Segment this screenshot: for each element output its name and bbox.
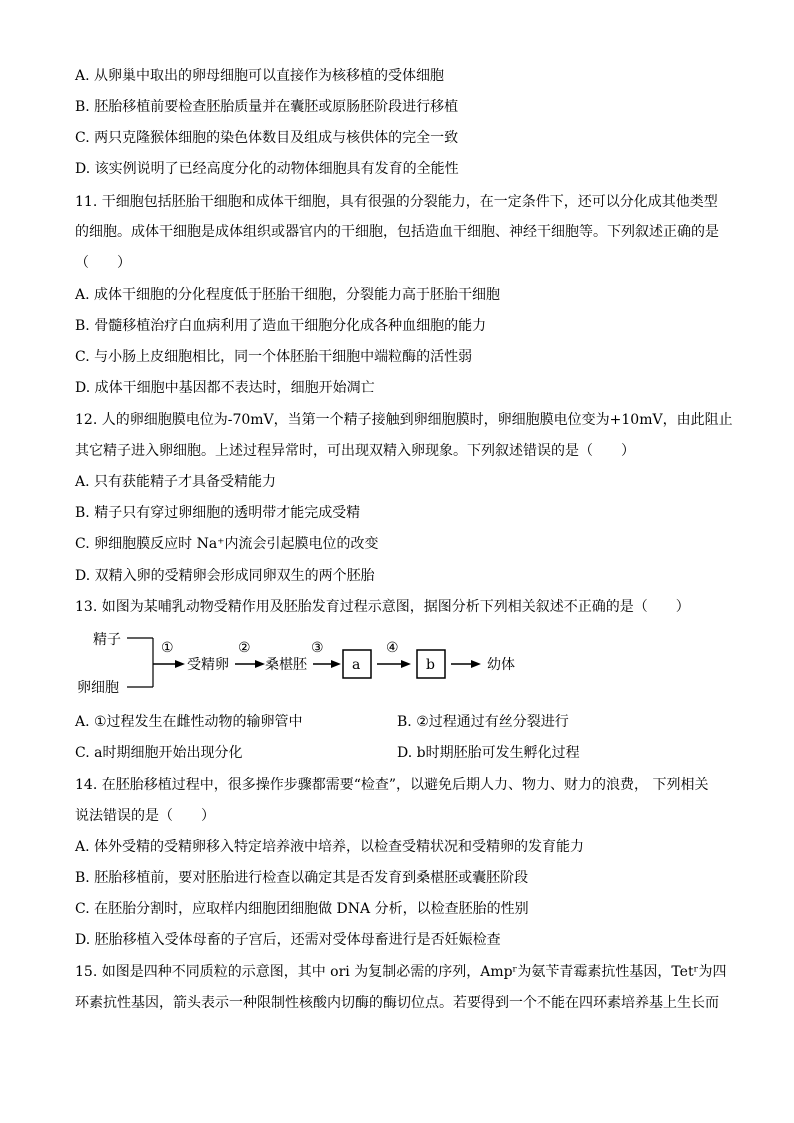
q10-option-b: B. 胚胎移植前要检查胚胎质量并在囊胚或原肠胚阶段进行移植 (75, 99, 459, 115)
q11-option-c: C. 与小肠上皮细胞相比，同一个体胚胎干细胞中端粒酶的活性弱 (75, 349, 473, 365)
q11-stem-line1: 11. 干细胞包括胚胎干细胞和成体干细胞，具有很强的分裂能力，在一定条件下，还可以分化成其他类型 (75, 194, 718, 210)
diagram-sperm-label: 精子 (93, 632, 121, 648)
fertilization-flow-diagram (75, 624, 535, 696)
q12-stem-line2: 其它精子进入卵细胞。上述过程异常时，可出现双精入卵现象。下列叙述错误的是（ ） (75, 443, 635, 459)
q11-option-a: A. 成体干细胞的分化程度低于胚胎干细胞，分裂能力高于胚胎干细胞 (75, 287, 501, 303)
arrow-2-head (255, 660, 265, 668)
q13-option-d: D. b时期胚胎可发生孵化过程 (397, 745, 580, 761)
arrow-5-head (471, 660, 481, 668)
q11-option-b: B. 骨髓移植治疗白血病利用了造血干细胞分化成各种血细胞的能力 (75, 318, 487, 334)
diagram-egg-label: 卵细胞 (77, 680, 119, 696)
diagram-step-3: ③ (311, 640, 324, 656)
q15-stem-line2: 环素抗性基因，箭头表示一种限制性核酸内切酶的酶切位点。若要得到一个不能在四环素培养基上生长而 (75, 995, 719, 1011)
diagram-morula-label: 桑椹胚 (265, 657, 307, 673)
arrow-1-head (175, 660, 185, 668)
diagram-step-1: ① (161, 640, 174, 656)
q14-option-a: A. 体外受精的受精卵移入特定培养液中培养，以检查受精状况和受精卵的发育能力 (75, 839, 585, 855)
arrow-4-head (401, 660, 411, 668)
q14-stem-line2: 说法错误的是（ ） (75, 808, 215, 824)
q10-option-a: A. 从卵巢中取出的卵母细胞可以直接作为核移植的受体细胞 (75, 68, 445, 84)
diagram-box-b-label: b (426, 657, 435, 673)
diagram-box-a-label: a (352, 657, 361, 673)
q14-option-c: C. 在胚胎分割时，应取样内细胞团细胞做 DNA 分析，以检查胚胎的性别 (75, 901, 529, 917)
q11-stem-line3: （ ） (75, 255, 131, 271)
q10-option-c: C. 两只克隆猴体细胞的染色体数目及组成与核供体的完全一致 (75, 130, 459, 146)
q12-option-a: A. 只有获能精子才具备受精能力 (75, 474, 277, 490)
diagram-step-2: ② (238, 640, 251, 656)
q12-option-d: D. 双精入卵的受精卵会形成同卵双生的两个胚胎 (75, 568, 375, 584)
q11-stem-line2: 的细胞。成体干细胞是成体组织或器官内的干细胞，包括造血干细胞、神经干细胞等。下列叙述正确的是 (75, 224, 719, 240)
q12-stem-line1: 12. 人的卵细胞膜电位为-70mV，当第一个精子接触到卵细胞膜时，卵细胞膜电位变为+10mV，由此阻止 (75, 412, 733, 428)
q13-stem: 13. 如图为某哺乳动物受精作用及胚胎发育过程示意图，据图分析下列相关叙述不正确的是（ ） (75, 599, 690, 615)
q14-stem-line1: 14. 在胚胎移植过程中，很多操作步骤都需要“检查”，以避免后期人力、物力、财力的浪费， 下列相关 (75, 777, 709, 793)
q12-option-b: B. 精子只有穿过卵细胞的透明带才能完成受精 (75, 505, 361, 521)
q14-option-b: B. 胚胎移植前，要对胚胎进行检查以确定其是否发育到桑椹胚或囊胚阶段 (75, 870, 529, 886)
q15-stem-line1: 15. 如图是四种不同质粒的示意图，其中 ori 为复制必需的序列，Ampʳ为氨苄青霉素抗性基因，Tetʳ为四 (75, 964, 727, 980)
diagram-zygote-label: 受精卵 (187, 657, 229, 673)
q12-option-c: C. 卵细胞膜反应时 Na⁺内流会引起膜电位的改变 (75, 536, 379, 552)
q14-option-d: D. 胚胎移植入受体母畜的子宫后，还需对受体母畜进行是否妊娠检查 (75, 932, 501, 948)
arrow-3-head (331, 660, 341, 668)
q13-option-c: C. a时期细胞开始出现分化 (75, 745, 243, 761)
q13-option-b: B. ②过程通过有丝分裂进行 (397, 714, 569, 730)
q11-option-d: D. 成体干细胞中基因都不表达时，细胞开始凋亡 (75, 380, 375, 396)
diagram-young-label: 幼体 (487, 657, 515, 673)
q13-option-a: A. ①过程发生在雌性动物的输卵管中 (75, 714, 303, 730)
q10-option-d: D. 该实例说明了已经高度分化的动物体细胞具有发育的全能性 (75, 161, 459, 177)
diagram-step-4: ④ (386, 640, 399, 656)
